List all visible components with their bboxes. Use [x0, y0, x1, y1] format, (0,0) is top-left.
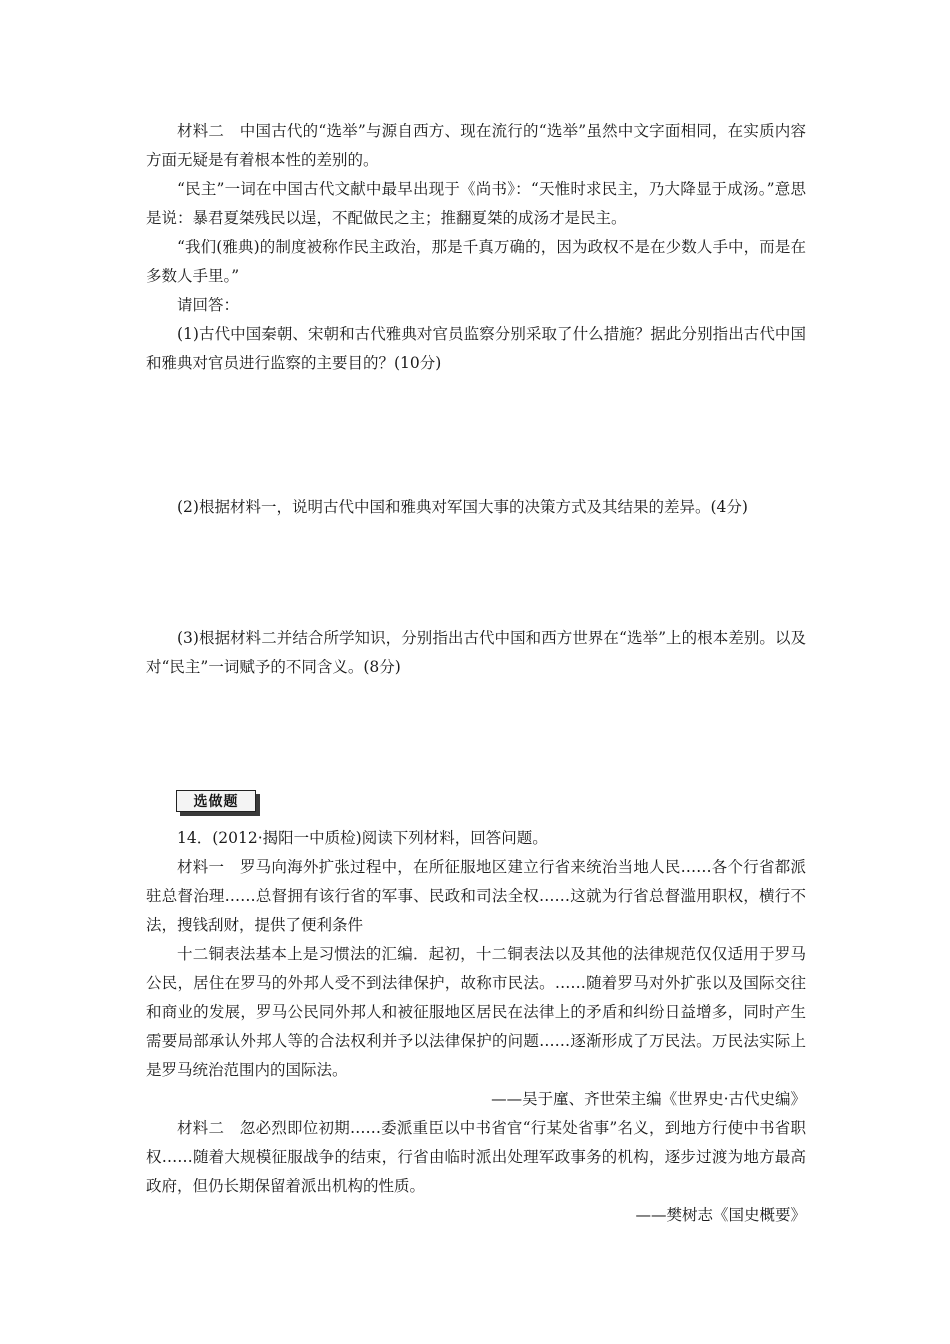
material2-paragraph-1: 材料二 中国古代的“选举”与源自西方、现在流行的“选举”虽然中文字面相同，在实质内容方面无疑是有着根本性的差别的。 — [146, 122, 806, 169]
material2-paragraph-3: “我们(雅典)的制度被称作民主政治，那是千真万确的，因为政权不是在少数人手中，而是在多数人手里。” — [146, 238, 806, 285]
optional-section-badge — [176, 790, 260, 816]
answer-prompt: 请回答： — [177, 296, 240, 314]
material1-paragraph-1: 材料一 罗马向海外扩张过程中，在所征服地区建立行省来统治当地人民……各个行省都派驻总督治理……总督拥有该行省的军事、民政和司法全权……这就为行省总督滥用职权，横行不法，搜钱刮财，提供了便利条件 — [146, 858, 806, 934]
material1-source: ——吴于廑、齐世荣主编《世界史·古代史编》 — [491, 1090, 806, 1108]
material2-source: ——樊树志《国史概要》 — [635, 1206, 806, 1224]
question-3: (3)根据材料二并结合所学知识，分别指出古代中国和西方世界在“选举”上的根本差别。以及对“民主”一词赋予的不同含义。(8分) — [146, 629, 806, 676]
badge-label: 选做题 — [176, 790, 256, 812]
material2-paragraph-2: “民主”一词在中国古代文献中最早出现于《尚书》：“天惟时求民主，乃大降显于成汤。”意思是说：暴君夏桀残民以逞，不配做民之主；推翻夏桀的成汤才是民主。 — [146, 180, 806, 227]
question-14-header: 14．(2012·揭阳一中质检)阅读下列材料，回答问题。 — [177, 829, 548, 847]
question-1: (1)古代中国秦朝、宋朝和古代雅典对官员监察分别采取了什么措施？据此分别指出古代中国和雅典对官员进行监察的主要目的？(10分) — [146, 325, 806, 372]
material1-paragraph-2: 十二铜表法基本上是习惯法的汇编．起初，十二铜表法以及其他的法律规范仅仅适用于罗马公民，居住在罗马的外邦人受不到法律保护，故称市民法。……随着罗马对外扩张以及国际交往和商业的发展，罗马公民同外邦人和被征服地区居民在法律上的矛盾和纠纷日益增多，同时产生需要局部承认外邦人等的合法权利并予以法律保护的问题……逐渐形成了万民法。万民法实际上是罗马统治范围内的国际法。 — [146, 945, 806, 1079]
question-2: (2)根据材料一，说明古代中国和雅典对军国大事的决策方式及其结果的差异。(4分) — [177, 498, 748, 516]
material2-yuan-paragraph: 材料二 忽必烈即位初期……委派重臣以中书省官“行某处省事”名义，到地方行使中书省职权……随着大规模征服战争的结束，行省由临时派出处理军政事务的机构，逐步过渡为地方最高政府，但仍长期保留着派出机构的性质。 — [146, 1119, 806, 1195]
